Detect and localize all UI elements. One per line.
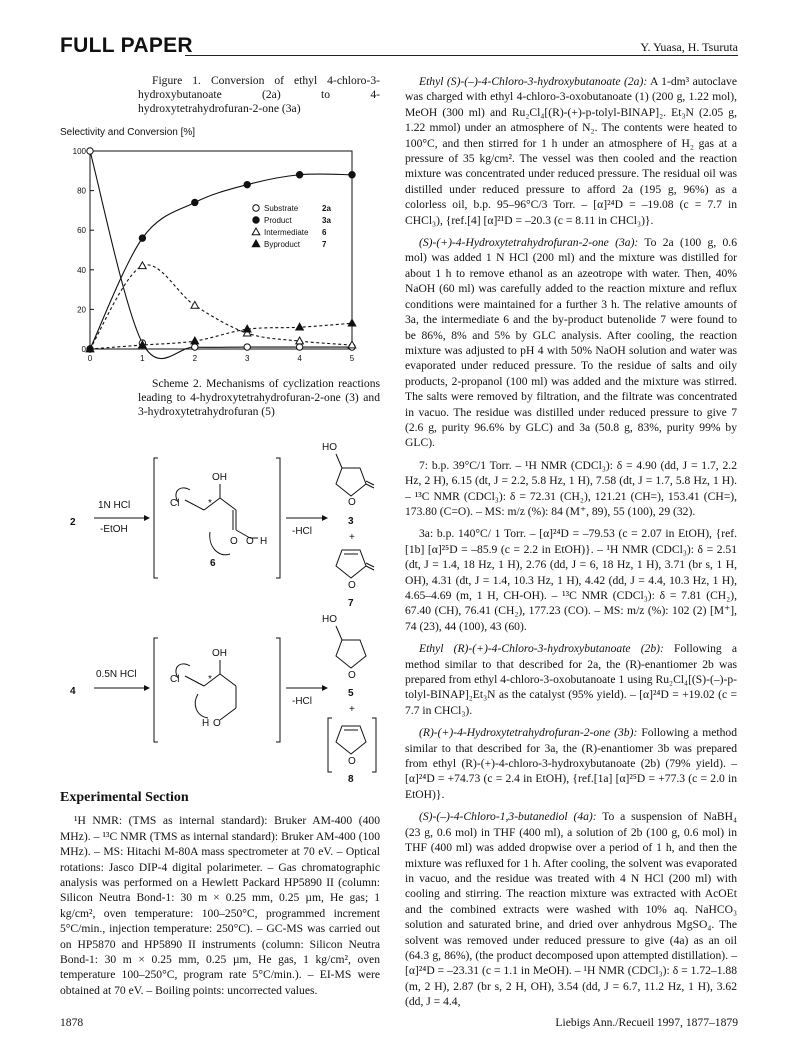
r1-intermediate-label: 6 [210,558,216,569]
legend-marker-7 [252,240,260,247]
x-tick-label-1: 1 [140,354,145,363]
right-column [405,74,737,1017]
procedure-2b-title: Ethyl (R)-(+)-4-Chloro-3-hydroxybutanoate (2b): [419,642,664,656]
x-tick-label-0: 0 [87,354,93,363]
data-compound-7: 7: b.p. 39°C/1 Torr. – ¹H NMR (CDCl₃): δ = 4.90 (dd, J = 1.7, 2.2 Hz, 2 H), 6.15 (dt, J = 2.2, 5.8 Hz, 1 H), 7.58 (dt, J = 1.7, 5.8 Hz, 1 H). – ¹³C NMR (CDCl₃): δ = 72.31 (CH₂), 121.21 (CH=), 153.41 (CH=), 173.80 (C=O). – MS: m/z (%): 84 (M⁺, 89), 55 (100), 29 (32). [405,458,737,518]
scheme2-caption [60,377,380,419]
r1-atom-h: H [260,536,268,547]
r2-bracket-left [154,638,158,742]
r2-atom-cl: Cl [170,674,180,685]
r1-product-structure [336,454,374,496]
procedure-3a-title: (S)-(+)-4-Hydroxytetrahydrofuran-2-one (3a): [419,236,639,250]
y-tick-label-60: 60 [77,226,86,236]
r2-plus: + [349,704,355,715]
r1-reagent: 1N HCl [98,500,131,511]
r1-start-label: 2 [70,517,76,528]
series-line-2a [90,151,352,359]
point-7-5 [348,319,356,326]
r2-byproduct-structure [336,726,366,754]
point-2a-3 [244,344,250,350]
r1-atom-star: * [208,498,212,509]
legend-name-6: Intermediate [264,228,309,237]
r2-byproduct-bracket-left [328,718,332,772]
experimental-heading: Experimental Section [60,790,189,805]
r2-arrow-2-head [322,685,328,691]
procedure-4a-title: (S)-(–)-4-Chloro-1,3-butanediol (4a): [419,810,597,824]
point-3a-5 [349,172,355,178]
r2-intermediate-structure [176,660,236,720]
r2-byproduct-bracket-right [372,718,376,772]
y-tick-label-100: 100 [72,147,86,156]
procedure-2b-text: Following a method similar to that described for 2a, the (R)-enantiomer 2b was prepared from ethyl 4-chloro-3-oxobutanoate 1 using Ru₂Cl₄[(S)-(–)-p-tolyl-BINAP]₂Et₃N as the catalyst (95% yield). – [α]²⁴D = +19.02 (c = 7.7 in CHCl₃). [405,642,737,717]
journal-citation: Liebigs Ann./Recueil 1997, 1877–1879 [555,1016,738,1029]
legend-marker-2a [253,205,259,211]
y-tick-label-80: 80 [77,186,86,196]
r1-atom-oh: OH [212,472,227,483]
r2-step: -HCl [292,696,312,707]
procedure-2b [405,641,737,718]
point-2a-2 [192,344,198,350]
scheme2-caption-text: Mechanisms of cyclization reactions leading to 4-hydroxytetrahydrofuran-2-one (3) and 3-hydroxytetrahydrofuran (5) [138,377,380,418]
scheme2-diagram [60,426,380,784]
legend-name-7: Byproduct [264,240,301,249]
r2-atom-h: H [202,718,210,729]
x-tick-label-3: 3 [244,354,250,363]
point-6-2 [191,301,199,308]
scheme2-caption-label: Scheme 2. [152,377,202,390]
procedure-3a-text: To 2a (100 g, 0.6 mol) was added 1 N HCl (200 ml) and the mixture was distilled for about 1 h to remove ethanol as an azeotrope with water. Then, 40% NaOH (60 ml) was carefully added to the reaction mixture and reflux conditions were maintained for a further 3 h. The relative amounts of 3a, the intermediate 6 and the by-product butenolide 7 were found to be 86%, 8% and 5% by GLC analysis. After cooling, the reaction mixture was adjusted to pH 4 with 50% NaOH solution and water was evaporated under reduced pressure. To the residue of salts and oily products, 2-propanol (100 ml) was added and the mixture was stirred. The salts were removed by filtration, and the filtrate was concentrated in vacuo. The residue was distilled under reduced pressure to give 7 (2.6 g, purity 96.6% by GLC) and 3a (50.8 g, 83%, purity 99% by GLC). [405,236,737,450]
header-rule [185,55,738,56]
r1-atom-cl: Cl [170,498,180,509]
r1-atom-o-2: O [246,536,254,547]
r1-byproduct-label: 7 [348,598,354,609]
section-label: FULL PAPER [60,34,193,57]
legend-marker-3a [253,217,259,223]
x-tick-label-2: 2 [192,354,198,363]
point-7-4 [296,323,304,330]
point-2a-0 [87,148,93,154]
point-3a-2 [192,199,198,205]
r2-start-label: 4 [70,686,76,697]
left-column [60,74,380,1005]
legend-code-7: 7 [322,240,327,249]
r1-plus: + [349,532,355,543]
page-number: 1878 [60,1016,84,1029]
procedure-2a-text: A 1-dm³ autoclave was charged with ethyl 4-chloro-3-oxobutanoate (1) (200 g, 1.22 mol), MeOH (300 ml) and Ru₂Cl₄[(R)-(+)-p-tolyl-BINAP]₂. Et₃N (2.05 g, 1.22 mmol) under an atmosphere of N₂. The contents were heated to 100°C, and then stirred for 1 h under an atmosphere of H₂ gas at a pressure of 35 kg/cm². The vessel was then cooled and the reaction mixture was concentrated under reduced pressure. The residual oil was distilled under reduced pressure to afford 2a (195 g, 96%) as a colorless oil, b.p. 95–96°C/3 Torr. – [α]²⁴D = –19.08 (c = 7.7 in CHCl₃), {ref.[4] [α]²¹D = –20.3 (c = 8.11 in CHCl₃)}. [405,75,737,227]
figure1-caption-text: Conversion of ethyl 4-chloro-3-hydroxybutanoate (2a) to 4-hydroxytetrahydrofuran-2-one (3a) [138,74,380,115]
r1-bracket-left [154,458,158,578]
legend-name-2a: Substrate [264,204,299,213]
r1-bracket-right [276,458,280,578]
y-tick-label-0: 0 [81,345,86,354]
r2-reagent: 0.5N HCl [96,669,137,680]
r2-product-label: 5 [348,688,354,699]
procedure-3b [405,725,737,802]
r1-product-label: 3 [348,516,354,527]
r2-atom-o-ring: O [348,670,356,681]
data-compound-3a: 3a: b.p. 140°C/ 1 Torr. – [α]²⁴D = –79.53 (c = 2.07 in EtOH), {ref.[1b] [α]²⁵D = –85.9 (c = 2.2 in EtOH)}. – ¹H NMR (CDCl₃): δ = 2.51 (dt, J = 1.4, 18 Hz, 1 H), 2.76 (dd, J = 6, 18 Hz, 1 H), 3.71 (br s, 1 H, OH), 4.31 (dt, J = 1.4, 10.3 Hz, 1 H), 4.42 (dd, J = 4.4, 10.3 Hz, 1 H), 4.65–4.69 (m, 1 H, CH-OH). – ¹³C NMR (CDCl₃): δ = 7.81 (CH₂), 67.40 (CH), 76.41 (CH₂), 177.23 (CO). – MS: m/z (%): 102 (2) [M⁺], 74 (23), 44 (100), 43 (60). [405,527,737,633]
r2-arrow-1-head [144,685,150,691]
procedure-2a [405,74,737,228]
legend-name-3a: Product [264,216,292,225]
procedure-4a-text: To a suspension of NaBH₄ (23 g, 0.6 mol) in THF (400 ml), a solution of 2b (100 g, 0.6 mol) in THF (400 ml) was added dropwise over a period of 1 h, and then the mixture was refluxed for 1 h. After cooling, the solvent was evaporated in vacuo, and the residue was treated with 4 N HCl (200 ml) with cooling and stirring. The reaction mixture was extracted with AcOEt and the combined extracts were washed with 10% aq. NaHCO₃ solution and saturated brine, and dried over anhydrous MgSO₄. The solvent was removed under reduced pressure to give (4a) as an oil (64.3 g, 86%), (the product decomposed upon attempted distillation). – [α]²⁴D = –23.31 (c = 1.1 in MeOH). – ¹H NMR (CDCl₃): δ = 1.72–1.88 (m, 2 H), 2.87 (br s, 2 H, OH), 3.54 (dd, J = 6.7, 11.2 Hz, 1 H), 3.62 (dd, J = 4.4, [405,810,737,1009]
r1-reagent-2: -EtOH [100,524,128,535]
r2-bracket-right [276,638,280,742]
r2-atom-o: O [213,718,221,729]
x-tick-label-5: 5 [349,354,355,363]
procedure-3a [405,235,737,451]
conversion-chart [60,123,380,373]
legend-marker-6 [252,228,260,235]
series-line-7 [90,323,352,349]
r1-atom-o-1: O [230,536,238,547]
procedure-4a [405,809,737,1009]
point-3a-1 [139,235,145,241]
r2-byproduct-label: 8 [348,774,354,784]
point-6-5 [348,341,356,348]
point-7-2 [191,337,199,344]
legend-code-3a: 3a [322,216,331,225]
r1-atom-o-ring: O [348,497,356,508]
series-line-3a [90,174,352,349]
x-tick-label-4: 4 [297,354,302,363]
procedure-2a-title: Ethyl (S)-(–)-4-Chloro-3-hydroxybutanoate (2a): [419,75,648,88]
legend-code-6: 6 [322,228,327,237]
r1-arrow-2-head [322,515,328,521]
point-2a-4 [296,344,302,350]
point-3a-4 [296,172,302,178]
r1-atom-o-ring-2: O [348,580,356,591]
figure1-caption-label: Figure 1. [152,74,201,87]
r2-atom-oh: OH [212,648,227,659]
figure1-chart [60,123,380,373]
r1-step: -HCl [292,526,312,537]
y-axis-label: Selectivity and Conversion [%] [60,127,196,138]
figure1-caption [60,74,380,116]
r2-atom-ho: HO [322,614,337,625]
author-names: Y. Yuasa, H. Tsuruta [640,40,738,54]
point-3a-3 [244,181,250,187]
r2-atom-star: * [208,674,212,685]
y-tick-label-40: 40 [77,265,86,275]
r1-arrow-1-head [144,515,150,521]
r1-byproduct-structure [336,550,374,578]
r2-atom-o-ring-2: O [348,756,356,767]
legend-code-2a: 2a [322,204,331,213]
plot-frame [90,151,352,349]
experimental-paragraph: ¹H NMR: (TMS as internal standard): Bruker AM-400 (400 MHz). – ¹³C NMR (TMS as internal standard): Bruker AM-400 (100 MHz). – MS: Hitachi M-80A mass spectrometer at 70 eV. – Optical rotations: Jasco DIP-4 digital polarimeter. – Gas chromatographic analysis was performed on a Hewlett Packard HP5890 II (column: Silicon Neutra Bond-1: 30 m × 0.25 mm, 0.25 µm, He gas; 1 kg/cm², oven temperature: 100–250°C, programmed increment 5°C/min., injection temperature: 250°C). – GC-MS was carried out on HP5870 and HP5890 II instruments (column: Silicon Neutra Bond-1: 30 m × 0.25 mm, 0.25 µm, He gas, 1 kg/cm², oven temperature 100–250°C, program rate 5°C/min.). – EI-MS were obtained at 70 eV. – Boiling points: uncorrected values. [60,814,380,997]
r1-atom-ho: HO [322,442,337,453]
y-tick-label-20: 20 [77,305,86,315]
procedure-3b-title: (R)-(+)-4-Hydroxytetrahydrofuran-2-one (3b): [419,726,638,740]
r2-product-structure [336,626,366,668]
procedure-3b-text: Following a method similar to that described for 3a, the (R)-enantiomer 3b was prepared from ethyl (R)-(+)-4-chloro-3-hydroxybutanoate (2b) (79% yield). – [α]²⁴D = +74.73 (c = 2.4 in EtOH), {ref.[1a] [α]²⁵D = +77.3 (c = 2.0 in EtOH)}. [405,726,738,801]
